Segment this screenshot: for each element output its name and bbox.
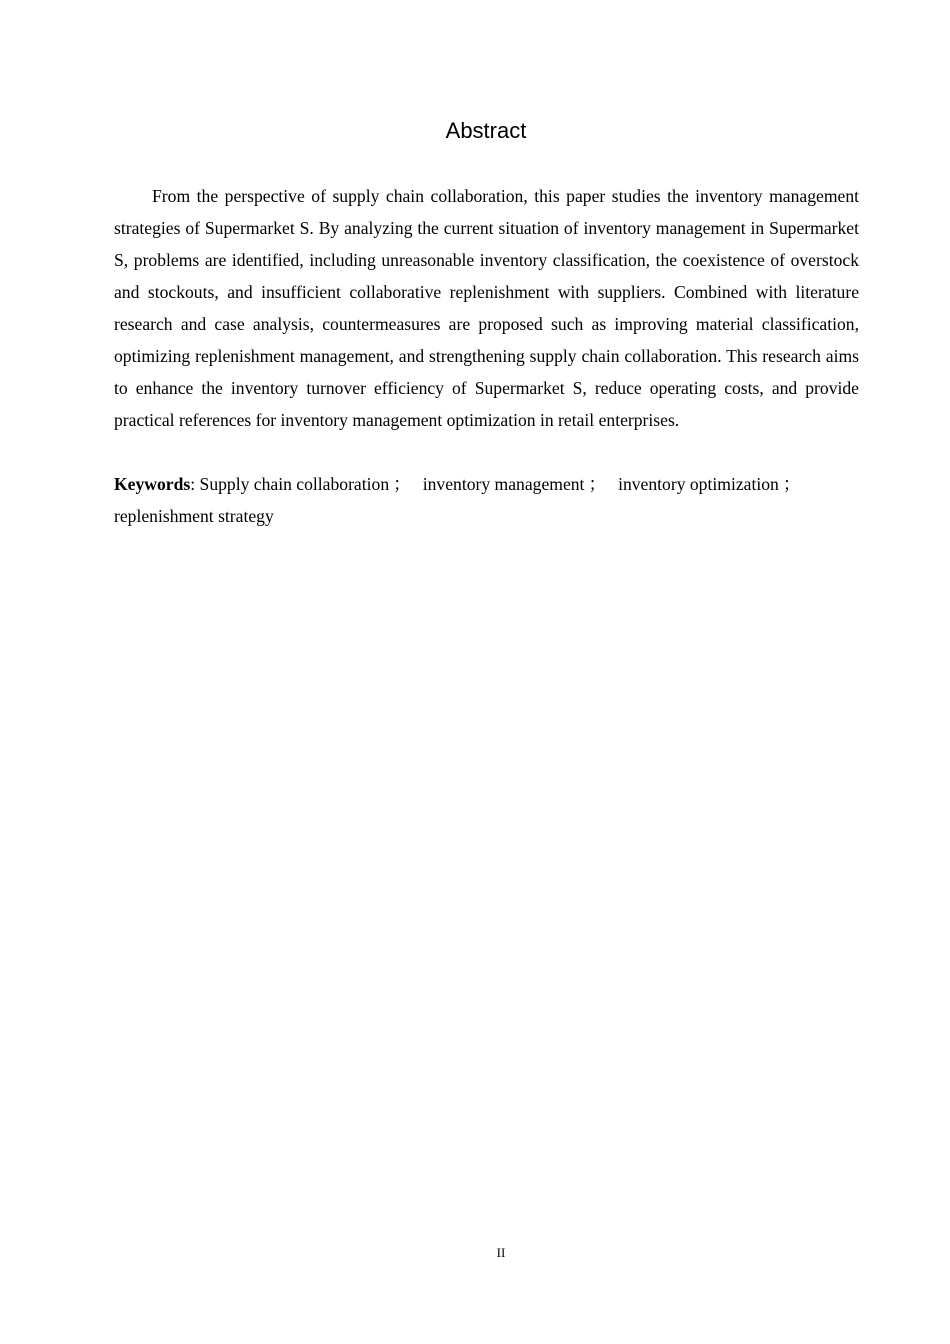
keywords-line <box>114 468 859 532</box>
keyword-item: Supply chain collaboration <box>199 474 390 494</box>
page-title: Abstract <box>445 118 527 143</box>
keywords-label: Keywords <box>114 474 191 494</box>
keywords-colon: : <box>190 474 196 494</box>
page-number: II <box>496 1245 506 1260</box>
keyword-item: inventory management <box>422 474 585 494</box>
keyword-separator: ； <box>782 474 801 494</box>
keyword-item: inventory optimization <box>618 474 779 494</box>
keyword-item: replenishment strategy <box>114 506 274 526</box>
keyword-separator: ； <box>393 474 411 494</box>
abstract-body: From the perspective of supply chain collaboration, this paper studies the inventory management strategies of Supermarket S. By analyzing the current situation of inventory management in Supermarket S, problems are identified, including unreasonable inventory classification, the coexistence of overstock and stockouts, and insufficient collaborative replenishment with suppliers. Combined with literature research and case analysis, countermeasures are proposed such as improving material classification, optimizing replenishment management, and strengthening supply chain collaboration. This research aims to enhance the inventory turnover efficiency of Supermarket S, reduce operating costs, and provide practical references for inventory management optimization in retail enterprises. <box>114 186 859 430</box>
keyword-separator: ； <box>588 474 607 494</box>
